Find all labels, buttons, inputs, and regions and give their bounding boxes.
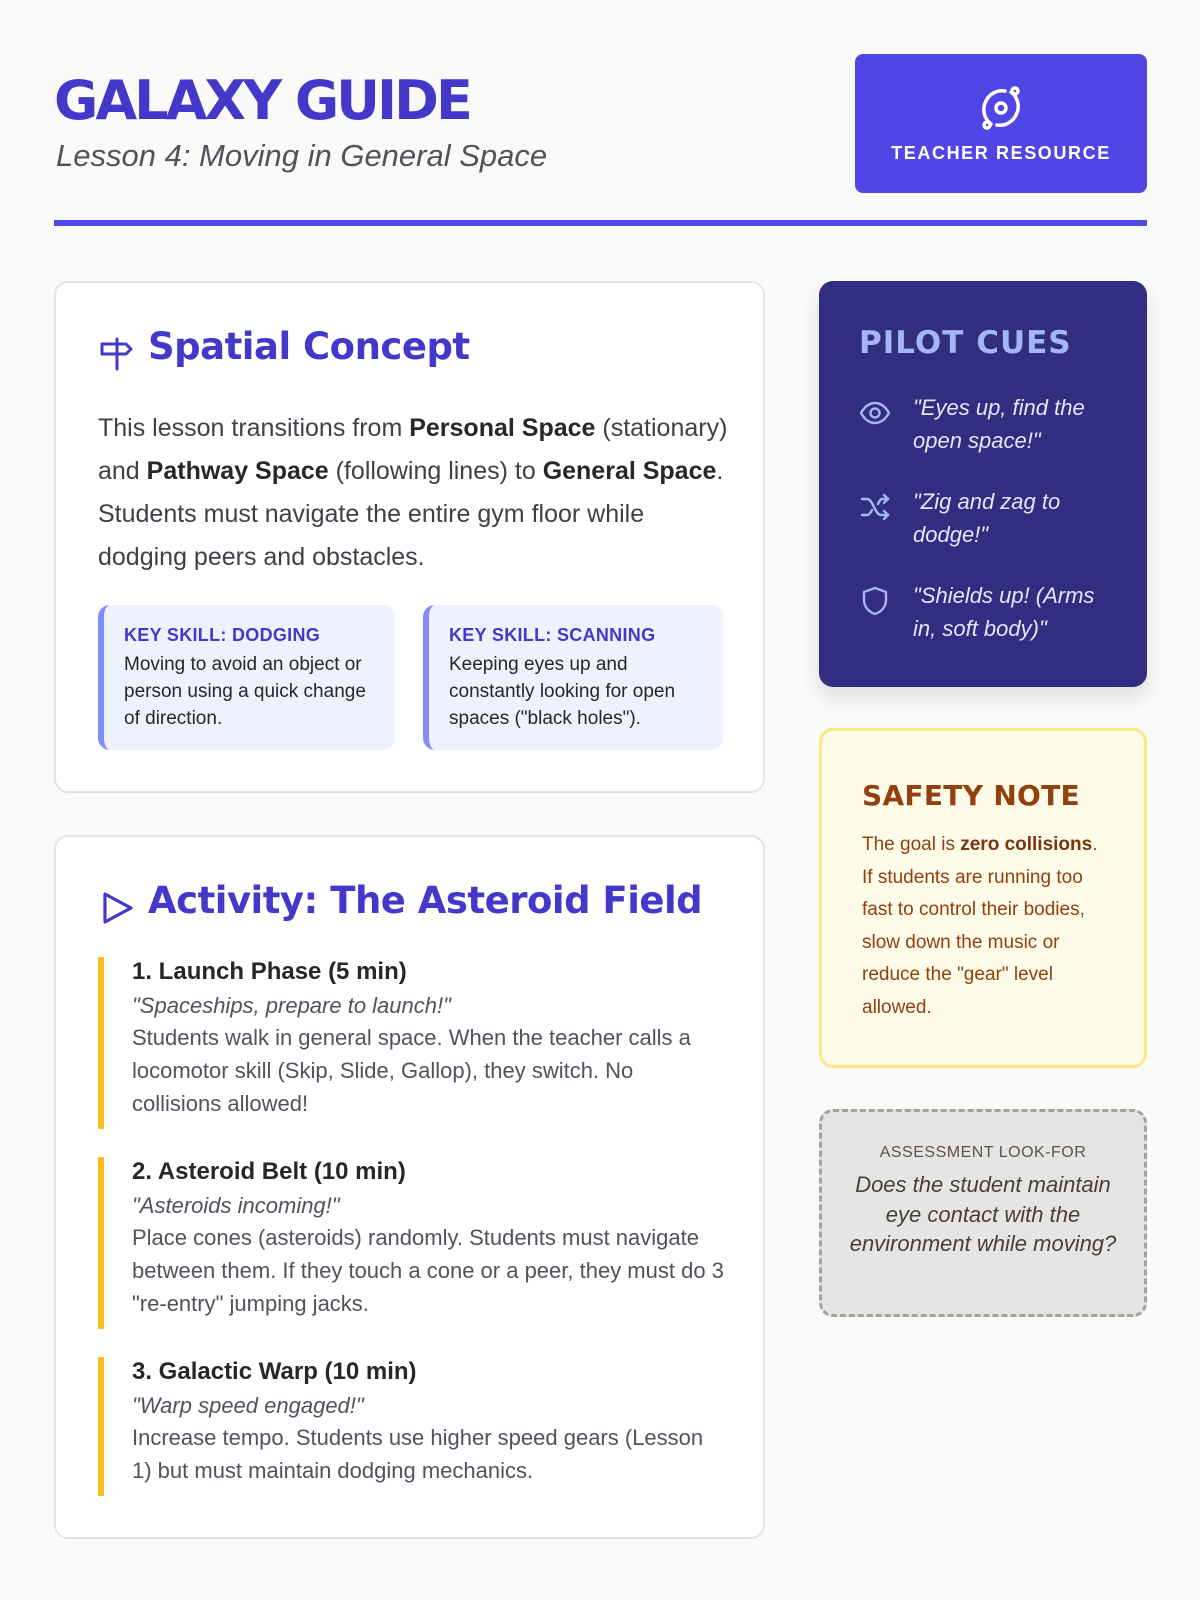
cue-item: [859, 485, 1129, 555]
signpost-icon: [98, 335, 136, 373]
step-quote: "Spaceships, prepare to launch!": [132, 993, 451, 1018]
assessment-text: Does the student maintain eye contact with the environment while moving?: [849, 1172, 1117, 1256]
step-title: 3. Galactic Warp (10 min): [132, 1358, 417, 1385]
key-skill-dodging: [98, 605, 395, 750]
term-pathway-space: Pathway Space: [146, 457, 329, 485]
page-subtitle: Lesson 4: Moving in General Space: [56, 138, 548, 173]
badge-label: TEACHER RESOURCE: [891, 143, 1111, 163]
activity-step-asteroid-belt: [98, 1157, 728, 1329]
page-header: [54, 54, 1147, 226]
cue-text: "Shields up! (Arms in, soft body)": [913, 583, 1095, 641]
step-text: Place cones (asteroids) randomly. Students must navigate between them. If they touch a cone or a peer, they must do 3 "re-entry" jumping jacks.: [132, 1225, 724, 1316]
term-personal-space: Personal Space: [409, 414, 596, 442]
step-text: Students walk in general space. When the teacher calls a locomotor skill (Skip, Slide, Gallop), they switch. No collisions allowed!: [132, 1025, 691, 1116]
skill-text: Keeping eyes up and constantly looking for open spaces ("black holes").: [449, 654, 676, 729]
term-general-space: General Space: [542, 457, 717, 485]
cue-text: "Zig and zag to dodge!": [913, 489, 1061, 547]
assessment-panel: [819, 1109, 1147, 1317]
spatial-concept-body: This lesson transitions from Personal Space (stationary) and Pathway Space (following lines) to General Space. Students must navigate the entire gym floor while dodging peers and obstacles.: [98, 414, 728, 571]
skill-title: KEY SKILL: DODGING: [124, 625, 321, 645]
shield-icon: [859, 585, 891, 617]
activity-step-launch: [98, 957, 728, 1129]
step-title: 1. Launch Phase (5 min): [132, 958, 407, 985]
pilot-cues-title: PILOT CUES: [859, 325, 1072, 361]
assessment-label: ASSESSMENT LOOK-FOR: [879, 1144, 1087, 1161]
key-skill-scanning: [423, 605, 723, 750]
step-title: 2. Asteroid Belt (10 min): [132, 1158, 406, 1185]
safety-note-panel: [819, 728, 1147, 1068]
safety-note-title: SAFETY NOTE: [862, 779, 1080, 812]
cue-item: [859, 391, 1129, 461]
cue-text: "Eyes up, find the open space!": [913, 395, 1085, 453]
pilot-cues-panel: [819, 281, 1147, 687]
orbit-icon: [975, 82, 1027, 134]
step-quote: "Warp speed engaged!": [132, 1393, 364, 1418]
activity-title: Activity: The Asteroid Field: [148, 879, 703, 922]
play-icon: [98, 889, 136, 927]
activity-card: [54, 835, 765, 1539]
skill-title: KEY SKILL: SCANNING: [449, 625, 656, 645]
cue-item: [859, 579, 1129, 649]
eye-icon: [859, 397, 891, 429]
activity-step-galactic-warp: [98, 1357, 728, 1496]
page-title: GALAXY GUIDE: [54, 69, 470, 132]
step-text: Increase tempo. Students use higher speed gears (Lesson 1) but must maintain dodging mechanics.: [132, 1425, 704, 1483]
shuffle-icon: [859, 491, 891, 523]
spatial-concept-title: Spatial Concept: [148, 325, 470, 368]
skill-text: Moving to avoid an object or person using a quick change of direction.: [124, 654, 366, 729]
spatial-concept-card: [54, 281, 765, 793]
step-quote: "Asteroids incoming!": [132, 1193, 340, 1218]
safety-emphasis: zero collisions: [960, 834, 1093, 855]
safety-note-text: The goal is zero collisions. If students are running too fast to control their bodies, slow down the music or reduce the "gear" level allowed.: [862, 834, 1098, 1018]
teacher-resource-badge: [855, 54, 1147, 193]
